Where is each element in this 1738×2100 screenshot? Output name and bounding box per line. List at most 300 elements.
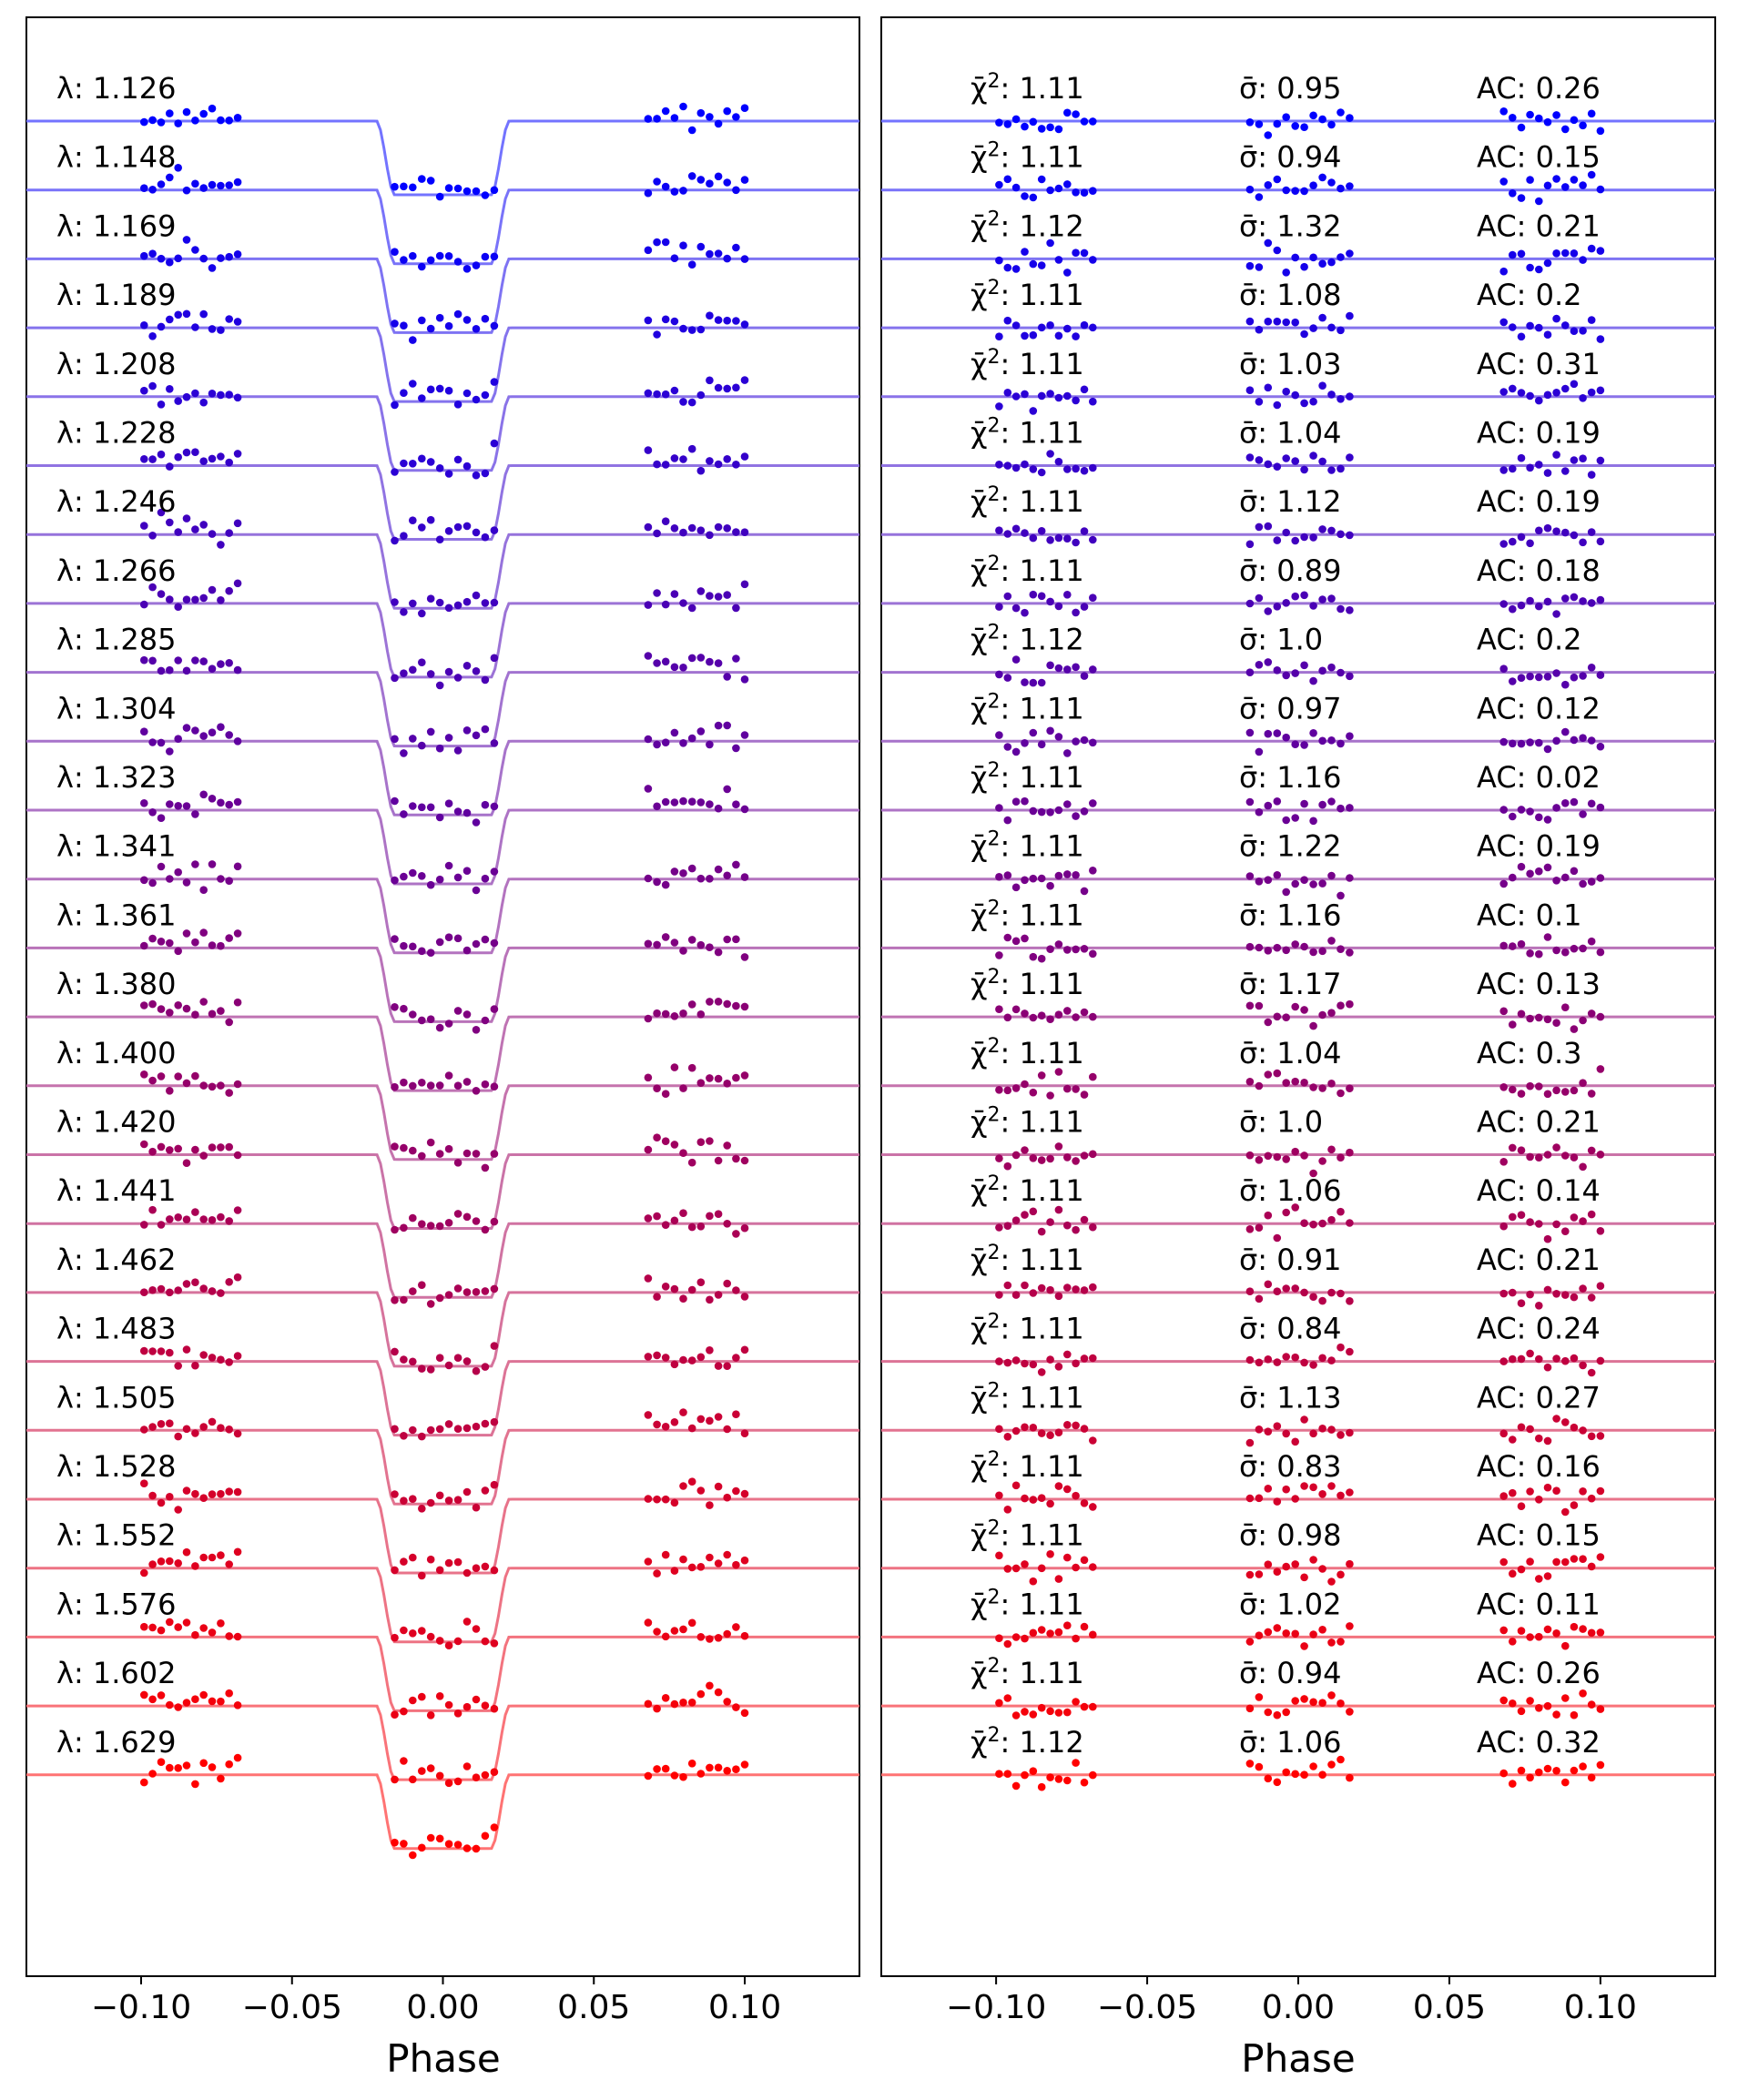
residual-point — [1309, 324, 1317, 332]
residual-point — [1072, 1013, 1080, 1021]
lightcurve-point — [183, 108, 191, 117]
residual-point — [1518, 533, 1526, 542]
lightcurve-point — [427, 257, 435, 265]
residual-point — [1012, 797, 1021, 806]
lightcurve-point — [140, 942, 148, 950]
lightcurve-point — [482, 533, 490, 542]
lightcurve-point — [463, 809, 472, 817]
lightcurve-point — [436, 1222, 444, 1231]
lightcurve-point — [473, 1288, 481, 1296]
residual-point — [1337, 1290, 1345, 1298]
lightcurve-point — [199, 1624, 208, 1632]
lightcurve-point — [217, 541, 225, 549]
lightcurve-point — [715, 949, 723, 957]
lightcurve-point — [671, 1141, 679, 1149]
residual-point — [1579, 394, 1587, 402]
lightcurve-point — [391, 468, 399, 476]
lightcurve-point — [208, 390, 217, 398]
residual-point — [1526, 807, 1534, 816]
lightcurve-point — [723, 1767, 731, 1775]
residual-point — [1021, 332, 1029, 340]
residual-point — [1526, 738, 1534, 746]
lightcurve-point — [688, 1223, 696, 1232]
residual-point — [1004, 674, 1012, 682]
residual-point — [1526, 1291, 1534, 1299]
lightcurve-point — [409, 1426, 417, 1435]
residual-point — [1274, 1153, 1282, 1162]
residual-point — [1030, 194, 1038, 202]
lightcurve-point — [473, 188, 481, 196]
lightcurve-point — [183, 187, 191, 195]
residual-point — [1535, 527, 1543, 535]
residual-point — [1300, 533, 1308, 542]
lightcurve-point — [166, 1349, 174, 1357]
residual-point — [1318, 1626, 1326, 1634]
residual-point — [1021, 1708, 1029, 1716]
residual-point — [1518, 1090, 1526, 1098]
residual-point — [1030, 1767, 1038, 1775]
lightcurve-point — [491, 654, 499, 663]
residual-point — [1552, 1221, 1560, 1229]
residual-point — [1246, 798, 1255, 807]
residual-point — [1021, 1560, 1029, 1568]
residual-point — [1561, 321, 1570, 330]
residual-point — [1518, 1010, 1526, 1019]
residual-point — [1570, 1424, 1579, 1432]
lightcurve-point — [409, 943, 417, 951]
ac-label: AC: 0.15 — [1477, 1517, 1601, 1553]
lightcurve-point — [741, 581, 749, 589]
lightcurve-point — [732, 604, 740, 613]
residual-point — [1499, 178, 1508, 186]
lightcurve-point — [645, 1495, 653, 1503]
lightcurve-point — [723, 178, 731, 187]
residual-point — [1318, 1565, 1326, 1573]
lightcurve-point — [391, 1083, 399, 1091]
lightcurve-point — [473, 1504, 481, 1512]
residual-point — [1089, 256, 1097, 264]
residual-point — [1509, 385, 1517, 393]
chi2-label: χ̄$^2$: 1.11 — [971, 1586, 1084, 1622]
residual-point — [1509, 740, 1517, 748]
residual-point — [1089, 665, 1097, 674]
residual-point — [1597, 804, 1605, 812]
lightcurve-point — [427, 1015, 435, 1023]
lightcurve-point — [445, 470, 453, 478]
lightcurve-point — [234, 1701, 242, 1709]
residual-point — [1038, 1368, 1046, 1376]
lightcurve-point — [208, 1698, 217, 1706]
lightcurve-point — [166, 1215, 174, 1223]
lightcurve-point — [174, 735, 182, 743]
residual-point — [1337, 185, 1345, 193]
residual-point — [1597, 1628, 1605, 1637]
residual-point — [1327, 664, 1336, 672]
lightcurve-point — [454, 1210, 462, 1218]
lightcurve-point — [191, 1010, 199, 1019]
residual-point — [1246, 1705, 1255, 1713]
lightcurve-point — [653, 741, 661, 749]
lightcurve-point — [427, 1633, 435, 1641]
residual-point — [1021, 678, 1029, 686]
residual-point — [1274, 797, 1282, 806]
residual-point — [1246, 318, 1255, 326]
lightcurve-point — [679, 187, 687, 195]
lightcurve-point — [391, 935, 399, 943]
residual-point — [1346, 804, 1354, 812]
residual-point — [1300, 1289, 1308, 1297]
lightcurve-point — [715, 659, 723, 667]
lightcurve-point — [166, 1701, 174, 1709]
left-x-tick-label: −0.10 — [90, 1989, 192, 2026]
residual-point — [1597, 1553, 1605, 1561]
residual-point — [1588, 1495, 1596, 1503]
residual-point — [1309, 112, 1317, 120]
lightcurve-point — [653, 589, 661, 597]
lightcurve-point — [199, 928, 208, 937]
residual-point — [1309, 729, 1317, 737]
residual-point — [1046, 390, 1054, 398]
residual-point — [1346, 1560, 1354, 1568]
residual-point — [1309, 1083, 1317, 1091]
lightcurve-point — [199, 1151, 208, 1160]
lightcurve-point — [158, 1499, 166, 1507]
lightcurve-point — [191, 1146, 199, 1154]
residual-point — [1309, 1430, 1317, 1438]
residual-point — [1012, 938, 1021, 946]
lightcurve-point — [174, 397, 182, 405]
residual-point — [1046, 187, 1054, 195]
residual-point — [1291, 1284, 1299, 1293]
residual-point — [1072, 1085, 1080, 1093]
lightcurve-point — [148, 1560, 157, 1568]
residual-point — [1499, 319, 1508, 327]
lightcurve-point — [454, 1709, 462, 1718]
lightcurve-point — [679, 529, 687, 537]
lightcurve-point — [427, 1365, 435, 1374]
lightcurve-point — [174, 603, 182, 611]
lightcurve-point — [174, 1506, 182, 1514]
lightcurve-point — [732, 113, 740, 121]
residual-point — [1588, 389, 1596, 397]
lightcurve-point — [491, 526, 499, 534]
residual-point — [1499, 1222, 1508, 1231]
lightcurve-point — [409, 380, 417, 388]
lightcurve-point — [409, 1495, 417, 1503]
lightcurve-point — [427, 949, 435, 957]
residual-point — [1046, 536, 1054, 544]
lightcurve-point — [715, 1483, 723, 1491]
residual-point — [1030, 1629, 1038, 1638]
lightcurve-point — [662, 391, 670, 399]
lightcurve-point — [391, 797, 399, 806]
lightcurve-point — [491, 803, 499, 811]
residual-point — [1526, 1487, 1534, 1496]
residual-point — [1055, 1709, 1063, 1717]
residual-point — [1552, 1415, 1560, 1423]
residual-point — [1318, 737, 1326, 746]
lightcurve-point — [174, 1433, 182, 1441]
lightcurve-point — [208, 1287, 217, 1295]
lightcurve-point — [166, 666, 174, 675]
residual-point — [1081, 1151, 1089, 1160]
lightcurve-point — [445, 1840, 453, 1848]
lightcurve-point — [418, 1079, 426, 1087]
residual-point — [1561, 1642, 1570, 1650]
residual-point — [1291, 254, 1299, 262]
residual-point — [1518, 1502, 1526, 1510]
lightcurve-point — [491, 1481, 499, 1489]
lightcurve-point — [234, 1080, 242, 1089]
residual-point — [1072, 1360, 1080, 1368]
residual-point — [1291, 1697, 1299, 1705]
lightcurve-point — [741, 1346, 749, 1354]
lightcurve-point — [391, 877, 399, 885]
lightcurve-point — [445, 1071, 453, 1080]
residual-point — [1255, 1693, 1264, 1701]
residual-point — [1063, 800, 1072, 808]
residual-point — [1597, 457, 1605, 465]
lightcurve-point — [400, 608, 408, 616]
lightcurve-point — [741, 1632, 749, 1640]
lightcurve-point — [418, 1844, 426, 1852]
residual-point — [1081, 527, 1089, 535]
residual-point — [1318, 1699, 1326, 1707]
residual-point — [1282, 269, 1290, 277]
lightcurve-point — [671, 798, 679, 807]
lightcurve-point — [391, 1296, 399, 1304]
residual-point — [1561, 728, 1570, 736]
lightcurve-point — [148, 1423, 157, 1431]
lightcurve-point — [741, 104, 749, 112]
lightcurve-point — [679, 1408, 687, 1416]
sigma-label: σ̄: 1.13 — [1239, 1380, 1342, 1415]
lightcurve-point — [208, 1763, 217, 1771]
residual-point — [1038, 875, 1046, 883]
lightcurve-point — [482, 676, 490, 685]
residual-point — [1318, 1011, 1326, 1020]
wavelength-label: λ: 1.246 — [56, 484, 177, 520]
lightcurve-point — [723, 1220, 731, 1228]
lightcurve-point — [148, 808, 157, 817]
ac-label: AC: 0.19 — [1477, 484, 1601, 520]
lightcurve-point — [723, 1698, 731, 1706]
lightcurve-point — [158, 1005, 166, 1013]
lightcurve-point — [491, 440, 499, 448]
lightcurve-point — [454, 935, 462, 943]
lightcurve-point — [445, 1641, 453, 1649]
residual-point — [1282, 1209, 1290, 1217]
lightcurve-point — [436, 193, 444, 201]
wavelength-label: λ: 1.189 — [56, 278, 177, 313]
lightcurve-point — [679, 1773, 687, 1781]
residual-point — [1597, 1151, 1605, 1159]
residual-point — [1265, 522, 1273, 531]
lightcurve-point — [225, 1019, 233, 1027]
lightcurve-point — [715, 1689, 723, 1697]
residual-point — [1255, 523, 1264, 532]
lightcurve-point — [418, 263, 426, 271]
residual-point — [1004, 1162, 1012, 1171]
lightcurve-point — [158, 1285, 166, 1293]
residual-point — [1552, 1558, 1560, 1567]
lightcurve-point — [225, 459, 233, 467]
residual-point — [1038, 1429, 1046, 1437]
residual-point — [1246, 1287, 1255, 1295]
residual-point — [1046, 1355, 1054, 1364]
lightcurve-point — [662, 1496, 670, 1504]
residual-point — [1518, 1355, 1526, 1364]
residual-point — [1089, 117, 1097, 126]
sigma-label: σ̄: 1.16 — [1239, 898, 1342, 933]
ac-label: AC: 0.15 — [1477, 139, 1601, 175]
lightcurve-point — [199, 1691, 208, 1699]
lightcurve-point — [191, 1362, 199, 1370]
residual-point — [1509, 323, 1517, 331]
lightcurve-point — [217, 117, 225, 125]
lightcurve-point — [140, 601, 148, 609]
residual-point — [1274, 247, 1282, 255]
lightcurve-point — [199, 594, 208, 603]
residual-point — [1588, 1774, 1596, 1782]
residual-point — [1300, 876, 1308, 884]
residual-point — [1499, 1697, 1508, 1705]
residual-point — [1597, 335, 1605, 343]
lightcurve-point — [662, 107, 670, 116]
residual-point — [1046, 1015, 1054, 1023]
residual-point — [1337, 108, 1345, 117]
residual-point — [1526, 1774, 1534, 1782]
residual-point — [1063, 946, 1072, 954]
lightcurve-point — [662, 183, 670, 191]
residual-point — [1291, 187, 1299, 195]
residual-point — [1509, 874, 1517, 882]
lightcurve-point — [645, 1411, 653, 1419]
lightcurve-point — [183, 1345, 191, 1354]
lightcurve-point — [166, 259, 174, 267]
residual-point — [1588, 471, 1596, 479]
residual-point — [1291, 319, 1299, 327]
residual-point — [1282, 1629, 1290, 1638]
residual-point — [1072, 397, 1080, 405]
residual-point — [1561, 249, 1570, 258]
residual-point — [1274, 1013, 1282, 1021]
lightcurve-point — [436, 1835, 444, 1843]
lightcurve-point — [715, 1559, 723, 1567]
residual-point — [1274, 1358, 1282, 1366]
residual-point — [1318, 801, 1326, 809]
lightcurve-point — [688, 1619, 696, 1628]
residual-point — [1274, 462, 1282, 471]
residual-point — [1535, 867, 1543, 876]
residual-point — [1255, 661, 1264, 669]
residual-point — [1055, 394, 1063, 402]
residual-point — [1291, 457, 1299, 465]
lightcurve-point — [166, 462, 174, 471]
lightcurve-point — [732, 936, 740, 944]
lightcurve-point — [473, 592, 481, 600]
lightcurve-point — [741, 1003, 749, 1011]
lightcurve-point — [148, 332, 157, 340]
lightcurve-point — [706, 1346, 714, 1354]
lightcurve-point — [732, 654, 740, 663]
residual-point — [1327, 1760, 1336, 1769]
ac-label: AC: 0.19 — [1477, 415, 1601, 451]
lightcurve-point — [741, 873, 749, 881]
lightcurve-point — [688, 445, 696, 453]
lightcurve-point — [409, 869, 417, 878]
residual-point — [1282, 1013, 1290, 1021]
residual-point — [1318, 948, 1326, 956]
lightcurve-point — [671, 1567, 679, 1575]
lightcurve-point — [671, 254, 679, 262]
residual-point — [1072, 1226, 1080, 1234]
chi2-label: χ̄$^2$: 1.11 — [971, 138, 1084, 175]
residual-point — [1544, 746, 1552, 754]
ac-label: AC: 0.27 — [1477, 1380, 1601, 1415]
residual-point — [1291, 1770, 1299, 1779]
left-x-axis-label: Phase — [386, 2036, 501, 2081]
lightcurve-point — [491, 1005, 499, 1013]
lightcurve-point — [706, 1137, 714, 1145]
lightcurve-point — [697, 243, 706, 251]
lightcurve-point — [645, 1353, 653, 1361]
lightcurve-point — [653, 238, 661, 247]
lightcurve-point — [217, 596, 225, 604]
lightcurve-point — [463, 1569, 472, 1578]
residual-point — [1509, 1086, 1517, 1094]
residual-point — [1526, 1425, 1534, 1434]
residual-point — [1346, 532, 1354, 540]
chi2-label: χ̄$^2$: 1.11 — [971, 70, 1084, 106]
residual-point — [1526, 464, 1534, 472]
residual-point — [1265, 1070, 1273, 1079]
lightcurve-point — [148, 117, 157, 125]
lightcurve-point — [199, 1760, 208, 1768]
residual-point — [1499, 466, 1508, 474]
residual-point — [1021, 529, 1029, 537]
lightcurve-point — [715, 461, 723, 469]
lightcurve-point — [158, 1691, 166, 1699]
lightcurve-point — [482, 1226, 490, 1234]
residual-point — [1588, 664, 1596, 672]
residual-point — [1588, 1211, 1596, 1219]
lightcurve-point — [482, 1287, 490, 1295]
residual-point — [1318, 1297, 1326, 1305]
lightcurve-point — [148, 1770, 157, 1778]
lightcurve-point — [679, 398, 687, 406]
residual-point — [1570, 798, 1579, 807]
lightcurve-point — [400, 669, 408, 677]
residual-point — [1300, 1219, 1308, 1227]
lightcurve-point — [732, 1410, 740, 1418]
residual-point — [1518, 1299, 1526, 1307]
lightcurve-point — [166, 174, 174, 182]
lightcurve-point — [645, 115, 653, 123]
right-x-tick-label: −0.05 — [1096, 1989, 1198, 2026]
residual-point — [1012, 748, 1021, 756]
residual-point — [1030, 679, 1038, 687]
residual-point — [1327, 594, 1336, 603]
lightcurve-point — [174, 1764, 182, 1772]
lightcurve-point — [463, 1703, 472, 1711]
lightcurve-point — [174, 453, 182, 462]
wavelength-label: λ: 1.148 — [56, 139, 177, 175]
lightcurve-point — [741, 953, 749, 961]
lightcurve-point — [679, 325, 687, 333]
residual-point — [1274, 666, 1282, 675]
residual-point — [1327, 1638, 1336, 1647]
